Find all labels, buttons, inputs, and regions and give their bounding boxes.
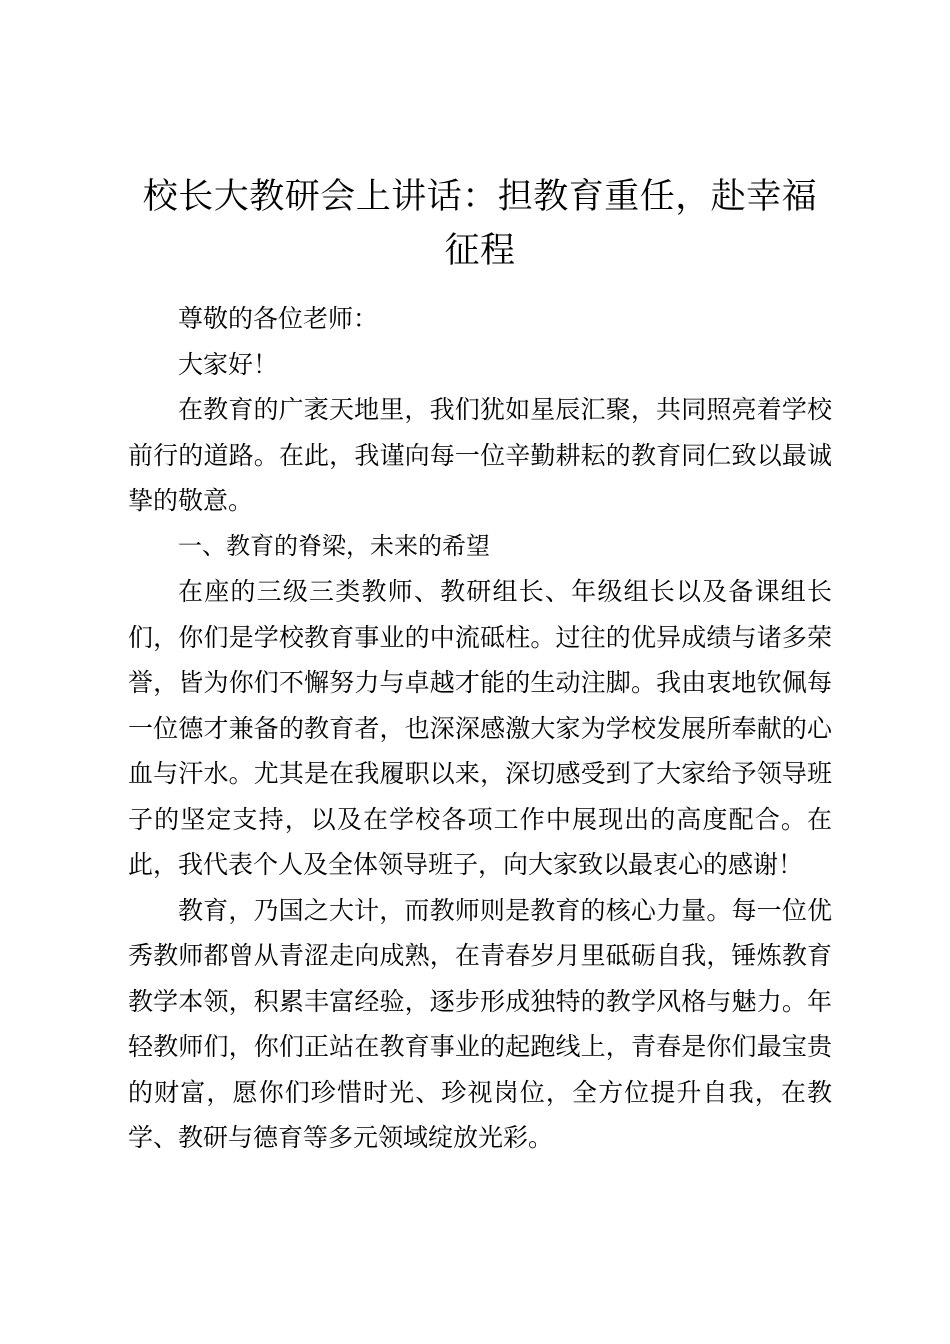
salutation: 尊敬的各位老师： bbox=[178, 304, 379, 333]
body-paragraph-1: 在座的三级三类教师、教研组长、年级组长以及备课组长们，你们是学校教育事业的中流砥柱。过往的优异成绩与诸多荣誉，皆为你们不懈努力与卓越才能的生动注脚。我由衷地钦佩每一位德才兼备的教育者，也深深感激大家为学校发展所奉献的心血与汗水。尤其是在我履职以来，深切感受到了大家给予领导班子的坚定支持，以及在学校各项工作中展现出的高度配合。在此，我代表个人及全体领导班子，向大家致以最衷心的感谢！ bbox=[128, 577, 832, 879]
body-paragraph-2: 教育，乃国之大计，而教师则是教育的核心力量。每一位优秀教师都曾从青涩走向成熟，在青春岁月里砥砺自我，锤炼教育教学本领，积累丰富经验，逐步形成独特的教学风格与魅力。年轻教师们，你们正站在教育事业的起跑线上，青春是你们最宝贵的财富，愿你们珍惜时光、珍视岗位，全方位提升自我，在教学、教研与德育等多元领域绽放光彩。 bbox=[128, 895, 832, 1152]
greeting: 大家好！ bbox=[178, 349, 279, 379]
document-title: 校长大教研会上讲话：担教育重任，赴幸福征程 bbox=[142, 177, 818, 271]
section-heading: 一、教育的脊梁，未来的希望 bbox=[178, 531, 490, 560]
intro-paragraph: 在教育的广袤天地里，我们犹如星辰汇聚，共同照亮着学校前行的道路。在此，我谨向每一位辛勤耕耘的教育同仁致以最诚挚的敬意。 bbox=[128, 395, 832, 515]
document-page bbox=[128, 170, 832, 1161]
